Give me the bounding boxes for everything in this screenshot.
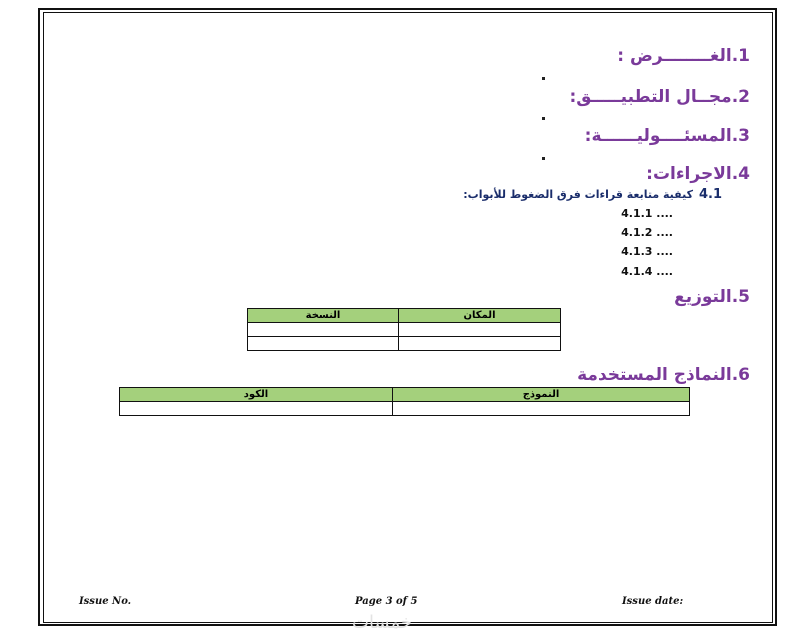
procedure-item: 4.1.2 .... (621, 226, 673, 239)
table-cell[interactable] (399, 323, 561, 337)
table-row (248, 323, 561, 337)
empty-bullet (542, 157, 545, 160)
section-heading-purpose: 1.الغــــــــرض : (617, 46, 750, 66)
table-cell[interactable] (248, 337, 399, 351)
footer-issue-date: Issue date: (622, 596, 684, 607)
section-heading-distribution: 5.التوزيع (674, 287, 750, 307)
section-heading-responsibility: 3.المسئــــوليــــــة: (584, 126, 750, 146)
table-header-location: المكان (399, 309, 561, 323)
table-header-form: النموذج (393, 388, 690, 402)
procedure-item: 4.1.1 .... (621, 207, 673, 220)
empty-bullet (542, 117, 545, 120)
table-row (120, 402, 690, 416)
forms-table (119, 387, 690, 416)
table-cell[interactable] (120, 402, 393, 416)
section-heading-procedures: 4.الاجراءات: (646, 164, 750, 184)
footer-page-number: Page 3 of 5 (355, 596, 418, 607)
table-cell[interactable] (248, 323, 399, 337)
procedure-subheading: 4.1كيفية متابعة قراءات فرق الضغوط للأبواب: (463, 187, 722, 202)
section-heading-forms: 6.النماذج المستخدمة (577, 365, 750, 385)
empty-bullet (542, 77, 545, 80)
table-cell[interactable] (399, 337, 561, 351)
table-cell[interactable] (393, 402, 690, 416)
table-row (248, 337, 561, 351)
watermark: خمسات (352, 612, 413, 633)
procedure-item: 4.1.4 .... (621, 265, 673, 278)
procedure-item: 4.1.3 .... (621, 245, 673, 258)
table-header-code: الكود (120, 388, 393, 402)
footer-issue-no: Issue No. (79, 596, 132, 607)
table-header-copy: النسخة (248, 309, 399, 323)
section-heading-scope: 2.مجــال التطبيـــــق: (569, 87, 750, 107)
distribution-table (247, 308, 561, 351)
